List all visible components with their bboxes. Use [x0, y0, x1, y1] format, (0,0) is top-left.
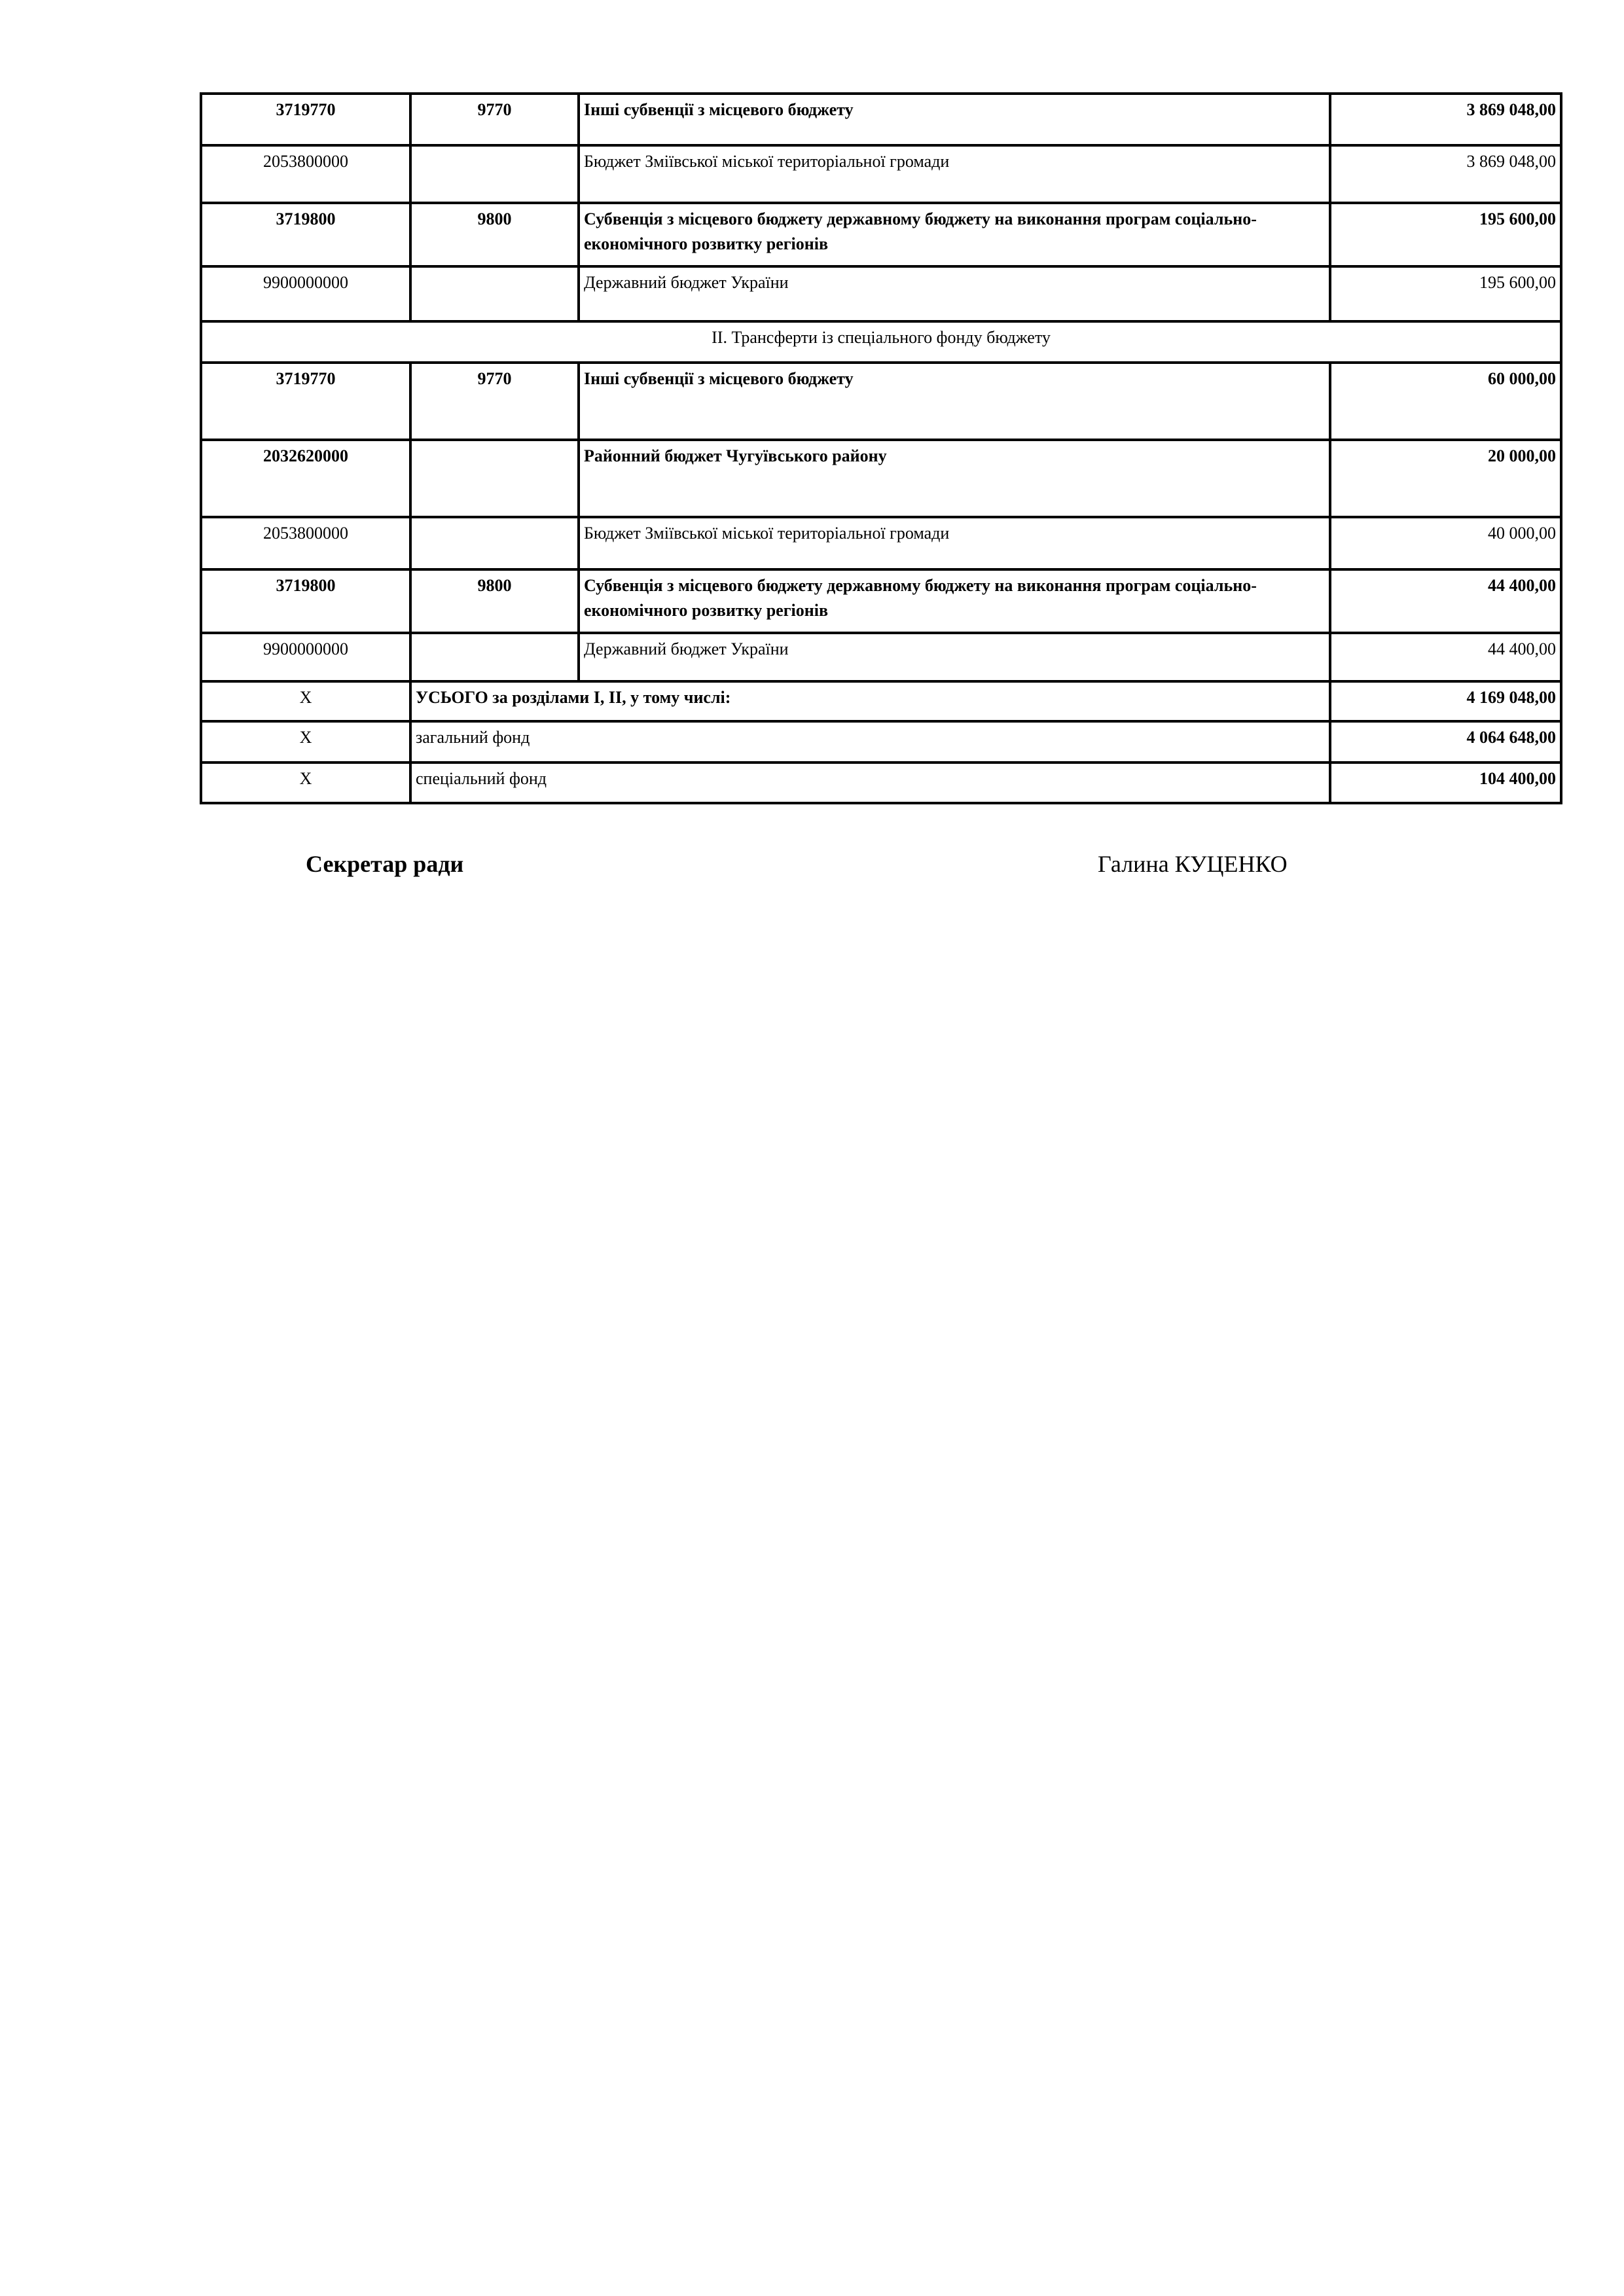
summary-label: спеціальний фонд	[410, 762, 1330, 803]
table-row	[201, 94, 1561, 145]
program-code-cell	[410, 517, 579, 569]
summary-row-total	[201, 681, 1561, 721]
amount-cell: 60 000,00	[1330, 363, 1561, 440]
table-row	[201, 145, 1561, 203]
program-code-cell	[410, 145, 579, 203]
summary-row-general-fund	[201, 721, 1561, 762]
program-code-cell: 9800	[410, 203, 579, 266]
summary-mark: Х	[201, 762, 410, 803]
budget-transfers-table	[200, 92, 1562, 804]
signer-title: Секретар ради	[306, 851, 464, 877]
budget-code-cell: 2053800000	[201, 145, 410, 203]
section-header-row	[201, 321, 1561, 363]
amount-cell: 20 000,00	[1330, 440, 1561, 517]
summary-mark: Х	[201, 681, 410, 721]
amount-cell: 3 869 048,00	[1330, 94, 1561, 145]
budget-code-cell: 3719770	[201, 363, 410, 440]
amount-cell: 40 000,00	[1330, 517, 1561, 569]
program-code-cell: 9800	[410, 569, 579, 633]
transfer-name-cell: Бюджет Зміївської міської територіальної громади	[579, 517, 1330, 569]
summary-amount: 4 064 648,00	[1330, 721, 1561, 762]
program-code-cell: 9770	[410, 94, 579, 145]
budget-code-cell: 2032620000	[201, 440, 410, 517]
summary-amount: 104 400,00	[1330, 762, 1561, 803]
amount-cell: 3 869 048,00	[1330, 145, 1561, 203]
transfer-name-cell: Субвенція з місцевого бюджету державному бюджету на виконання програм соціально-економічного розвитку регіонів	[579, 569, 1330, 633]
table-row	[201, 569, 1561, 633]
budget-code-cell: 3719770	[201, 94, 410, 145]
amount-cell: 44 400,00	[1330, 569, 1561, 633]
table-row	[201, 363, 1561, 440]
section-title: ІІ. Трансферти із спеціального фонду бюджету	[201, 321, 1561, 363]
amount-cell: 44 400,00	[1330, 633, 1561, 681]
transfer-name-cell: Бюджет Зміївської міської територіальної громади	[579, 145, 1330, 203]
transfer-name-cell: Державний бюджет України	[579, 266, 1330, 321]
transfer-name-cell: Інші субвенції з місцевого бюджету	[579, 363, 1330, 440]
signer-name: Галина КУЦЕНКО	[1098, 851, 1288, 877]
summary-mark: Х	[201, 721, 410, 762]
table-row	[201, 266, 1561, 321]
summary-label: загальний фонд	[410, 721, 1330, 762]
transfer-name-cell: Інші субвенції з місцевого бюджету	[579, 94, 1330, 145]
summary-amount: 4 169 048,00	[1330, 681, 1561, 721]
amount-cell: 195 600,00	[1330, 203, 1561, 266]
table-row	[201, 633, 1561, 681]
program-code-cell	[410, 633, 579, 681]
transfer-name-cell: Районний бюджет Чугуївського району	[579, 440, 1330, 517]
program-code-cell: 9770	[410, 363, 579, 440]
table-row	[201, 517, 1561, 569]
program-code-cell	[410, 440, 579, 517]
budget-code-cell: 9900000000	[201, 633, 410, 681]
transfer-name-cell: Державний бюджет України	[579, 633, 1330, 681]
table-row	[201, 203, 1561, 266]
summary-label: УСЬОГО за розділами І, ІІ, у тому числі:	[410, 681, 1330, 721]
summary-row-special-fund	[201, 762, 1561, 803]
budget-code-cell: 3719800	[201, 203, 410, 266]
budget-code-cell: 2053800000	[201, 517, 410, 569]
amount-cell: 195 600,00	[1330, 266, 1561, 321]
transfer-name-cell: Субвенція з місцевого бюджету державному бюджету на виконання програм соціально-економічного розвитку регіонів	[579, 203, 1330, 266]
budget-code-cell: 9900000000	[201, 266, 410, 321]
budget-code-cell: 3719800	[201, 569, 410, 633]
table-row	[201, 440, 1561, 517]
program-code-cell	[410, 266, 579, 321]
